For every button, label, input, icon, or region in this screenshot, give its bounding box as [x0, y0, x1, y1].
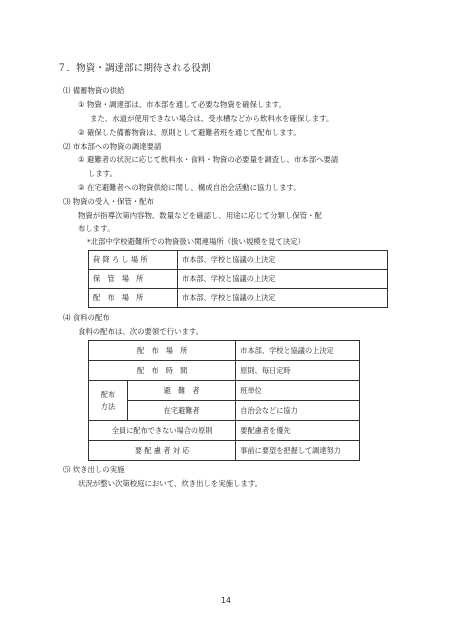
s4-line-1: 食料の配布は、次の要領で行います。 — [78, 327, 204, 336]
s5-heading: ⑸ 炊き出しの実施 — [63, 465, 125, 474]
time-label: 配 布 時 間 — [89, 361, 236, 381]
table-row — [89, 361, 360, 381]
table-row — [89, 289, 388, 308]
s1-line-2: また、水道が使用できない場合は、受水槽などから飲料水を確保します。 — [90, 114, 334, 123]
home-evacuee-label: 在宅避難者 — [128, 401, 236, 421]
s3-line-1b: 布します。 — [78, 224, 115, 233]
s4-heading: ⑷ 食料の配布 — [63, 313, 110, 322]
storage-label: 保 管 場 所 — [89, 270, 178, 289]
logistics-places-table — [88, 250, 388, 308]
shortage-label: 全員に配布できない場合の原則 — [89, 421, 236, 441]
table-row — [89, 270, 388, 289]
shortage-value: 要配慮者を優先 — [236, 421, 360, 441]
table-row — [89, 381, 360, 401]
method-label — [89, 381, 128, 421]
s2-line-1b: します。 — [88, 169, 117, 178]
section-title: ７．物資・調達部に期待される役割 — [57, 63, 211, 74]
storage-value: 市本部、学校と協議の上決定 — [178, 270, 388, 289]
care-label: 要 配 慮 者 対 応 — [89, 441, 236, 461]
food-distribution-table — [88, 340, 360, 461]
place-value: 市本部、学校と協議の上決定 — [236, 341, 360, 361]
home-evacuee-value: 自治会などに協力 — [236, 401, 360, 421]
distribution-value: 市本部、学校と協議の上決定 — [178, 289, 388, 308]
s3-heading: ⑶ 物資の受入・保管・配布 — [63, 197, 155, 206]
s3-line-1: 物資が指導次第内容物、数量などを確認し、用途に応じて分類し保管・配 — [78, 211, 322, 220]
table-row — [89, 401, 360, 421]
method-label-line-1: 配布 — [100, 389, 116, 399]
place-label: 配 布 場 所 — [89, 341, 236, 361]
page-number: 14 — [221, 596, 231, 605]
evacuee-value: 班単位 — [236, 381, 360, 401]
unloading-value: 市本部、学校と協議の上決定 — [178, 251, 388, 270]
table-row — [89, 421, 360, 441]
method-label-line-2: 方法 — [100, 401, 116, 411]
s2-line-2: ② 在宅避難者への物資供給に関し、構成自治会活動に協力します。 — [78, 183, 301, 192]
s1-line-1: ① 物資・調達部は、市本部を通して必要な物資を確保します。 — [78, 100, 286, 109]
table-row — [89, 341, 360, 361]
table-row — [89, 251, 388, 270]
s2-heading: ⑵ 市本部への物資の調達要請 — [63, 142, 162, 151]
s3-note: *北部中学校避難所での物資扱い関連場所（扱い規模を見て決定） — [87, 237, 306, 246]
distribution-label: 配 布 場 所 — [89, 289, 178, 308]
evacuee-label: 避 難 者 — [128, 381, 236, 401]
s1-line-3: ② 確保した備蓄物資は、原則として避難者班を通じて配布します。 — [78, 128, 301, 137]
unloading-label: 荷 降 ろ し 場 所 — [89, 251, 178, 270]
s5-line-1: 状況が整い次第校庭において、炊き出しを実施します。 — [78, 479, 263, 488]
table-row — [89, 441, 360, 461]
care-value: 事前に要望を把握して調達努力 — [236, 441, 360, 461]
s1-heading: ⑴ 備蓄物資の供給 — [63, 86, 125, 95]
s2-line-1: ① 避難者の状況に応じて飲料水・食料・物資の必要量を調査し、市本部へ要請 — [78, 155, 339, 164]
time-value: 原則、毎日定時 — [236, 361, 360, 381]
